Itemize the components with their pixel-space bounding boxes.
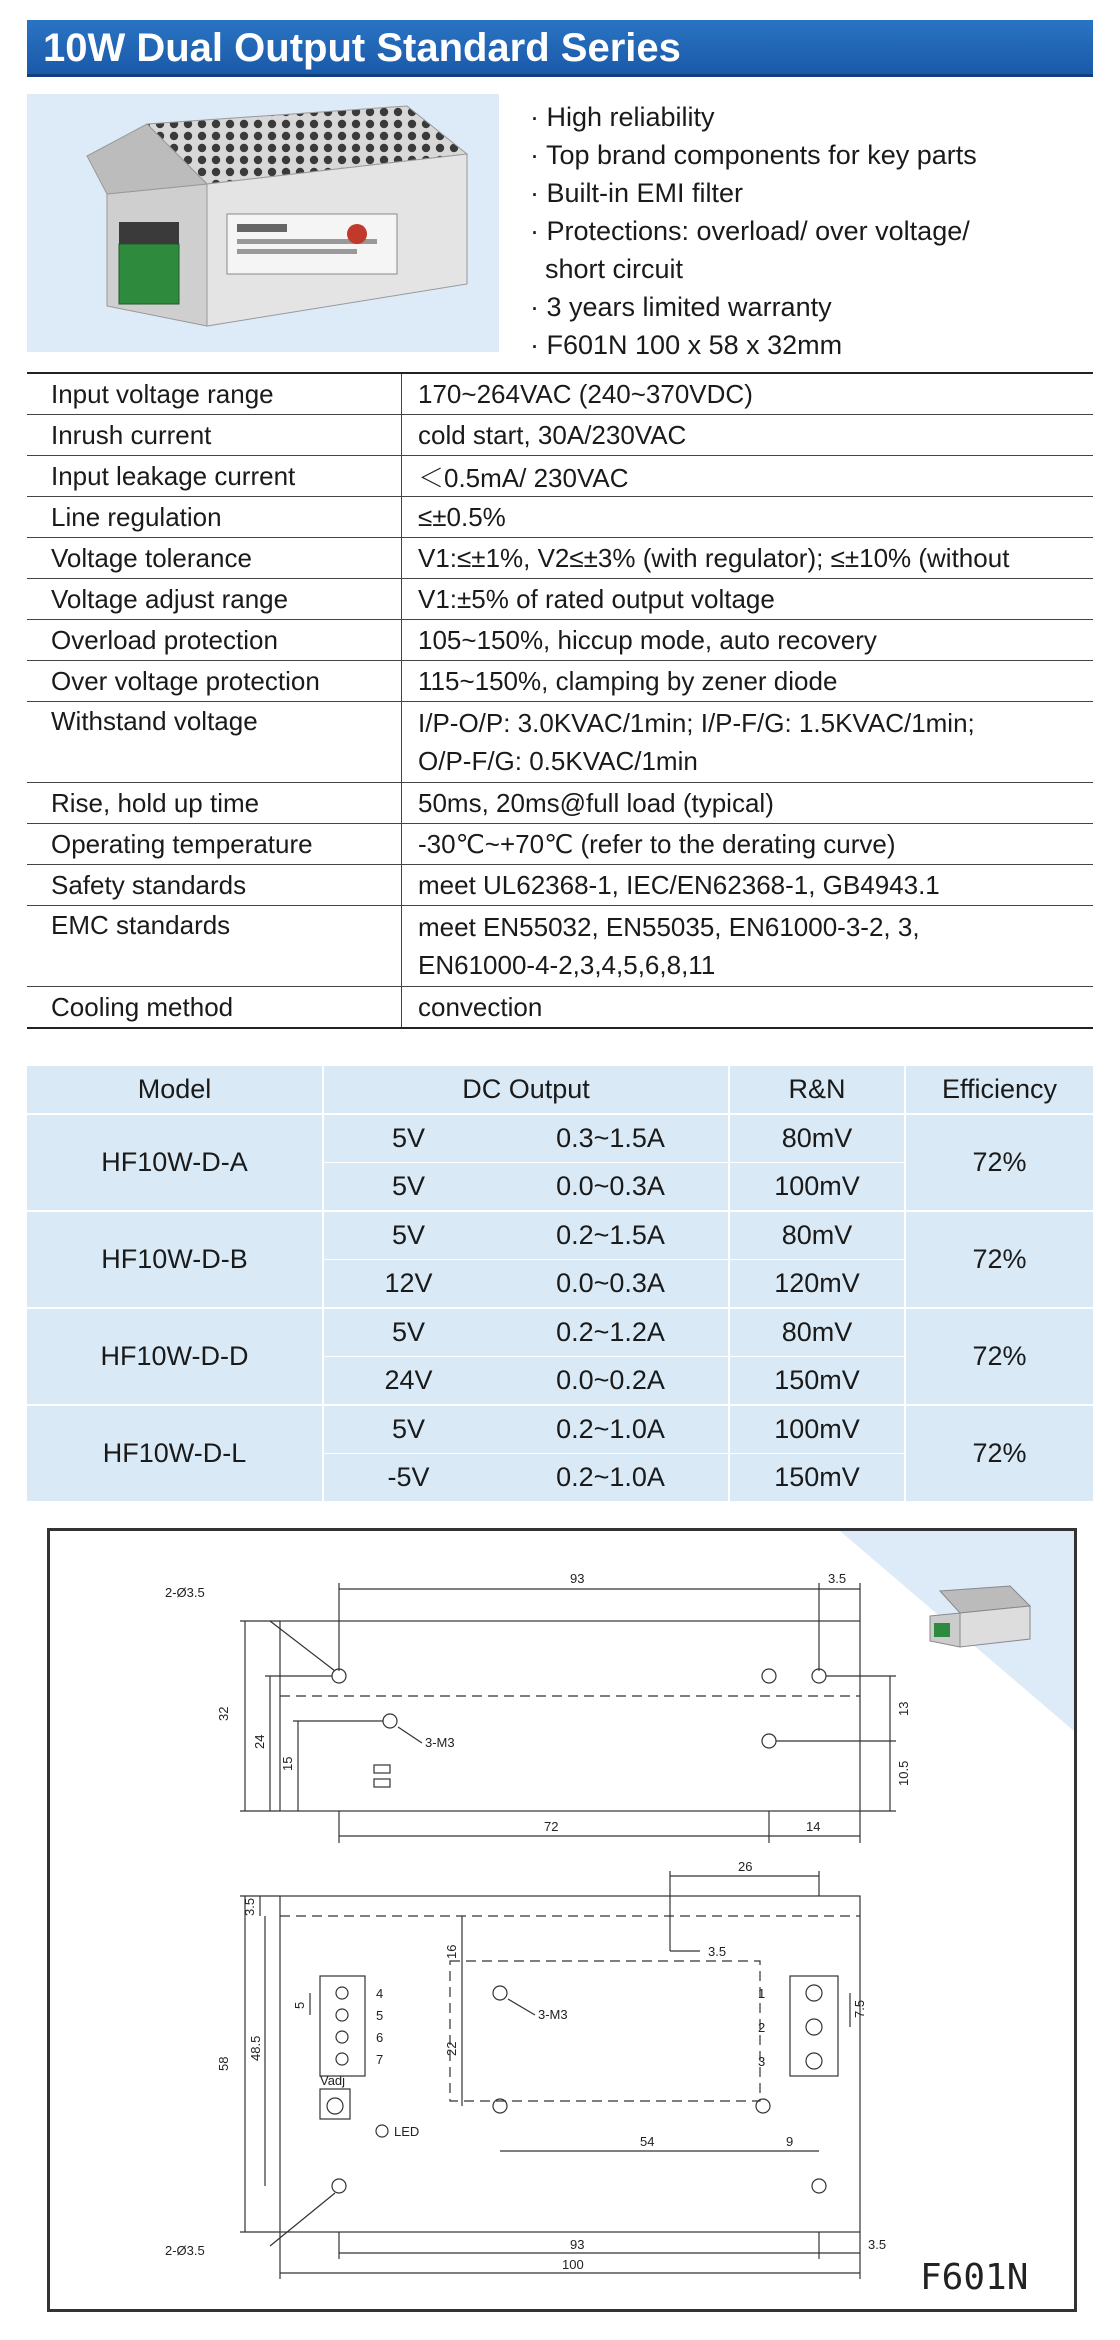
dim-label: 58: [216, 2056, 231, 2071]
spec-value: [402, 906, 1094, 987]
table-row: [27, 865, 1093, 906]
dim-label: 7.5: [852, 1999, 867, 2018]
dim-label: 10.5: [896, 1760, 911, 1786]
spec-label: Safety standards: [27, 865, 402, 906]
spec-label: Line regulation: [27, 497, 402, 538]
table-row: [27, 661, 1093, 702]
feature-item: short circuit: [530, 254, 684, 284]
dim-label: 100: [562, 2257, 584, 2272]
feature-list: [530, 98, 1090, 364]
output-voltage: 5V: [323, 1163, 493, 1212]
dimension-drawing: [50, 1531, 1074, 2309]
model-name: HF10W-D-D: [27, 1308, 323, 1405]
spec-label: Voltage tolerance: [27, 538, 402, 579]
product-photo: [27, 94, 499, 352]
page-title: 10W Dual Output Standard Series: [43, 26, 681, 70]
spec-value: -30℃~+70℃ (refer to the derating curve): [418, 828, 896, 859]
spec-value-line: EN61000-4-2,3,4,5,6,8,11: [418, 950, 716, 980]
dim-label: 13: [896, 1701, 911, 1716]
table-row: [27, 538, 1093, 579]
corner-product-icon: [930, 1586, 1030, 1647]
title-bar: [27, 20, 1093, 77]
spec-value-line: I/P-O/P: 3.0KVAC/1min; I/P-F/G: 1.5KVAC/1min;: [418, 708, 975, 738]
spec-label: Input leakage current: [27, 456, 402, 497]
ripple-noise: 100mV: [729, 1405, 905, 1454]
dim-label: 14: [806, 1819, 821, 1834]
dim-label: 9: [786, 2134, 794, 2149]
output-voltage: 5V: [323, 1211, 493, 1260]
spec-value-line: O/P-F/G: 0.5KVAC/1min: [418, 746, 698, 776]
efficiency: 72%: [905, 1211, 1093, 1308]
ripple-noise: 80mV: [729, 1308, 905, 1357]
output-voltage: 5V: [323, 1114, 493, 1163]
pin-label: 7: [376, 2052, 384, 2067]
feature-item: · Top brand components for key parts: [530, 140, 977, 170]
spec-label: Operating temperature: [27, 824, 402, 865]
efficiency: 72%: [905, 1405, 1093, 1501]
dim-label: 93: [570, 1571, 585, 1586]
mechanical-drawing: [47, 1528, 1077, 2312]
dim-label: 5: [292, 2001, 307, 2009]
spec-value: 105~150%, hiccup mode, auto recovery: [418, 624, 877, 655]
pin-label: 3: [758, 2054, 766, 2069]
vadj-label: Vadj: [320, 2073, 346, 2088]
output-current: 0.0~0.3A: [493, 1163, 729, 1212]
output-voltage: -5V: [387, 1462, 430, 1492]
dim-label: 3.5: [868, 2237, 887, 2252]
ripple-noise: 120mV: [729, 1260, 905, 1309]
table-row: [27, 497, 1093, 538]
output-voltage: 24V: [323, 1357, 493, 1406]
dim-label: 3.5: [708, 1944, 727, 1959]
spec-value: meet UL62368-1, IEC/EN62368-1, GB4943.1: [418, 869, 940, 900]
table-row: [27, 783, 1093, 824]
spec-value: V1:≤±1%, V2≤±3% (with regulator); ≤±10% (without: [418, 542, 1010, 573]
dim-label: 3-M3: [538, 2007, 568, 2022]
pin-label: 5: [376, 2008, 384, 2023]
pin-label: 2: [758, 2020, 766, 2035]
table-row: [27, 987, 1093, 1029]
dim-label: 2-Ø3.5: [165, 2243, 205, 2258]
dim-label: 15: [280, 1756, 295, 1771]
spec-table: [27, 372, 1093, 1029]
spec-value: V1:±5% of rated output voltage: [418, 583, 775, 614]
output-current: 0.2~1.0A: [556, 1462, 665, 1492]
column-header-efficiency: Efficiency: [905, 1066, 1093, 1114]
spec-value: 50ms, 20ms@full load (typical): [418, 787, 774, 818]
output-current: 0.2~1.5A: [493, 1211, 729, 1260]
dim-label: 2-Ø3.5: [165, 1585, 205, 1600]
dim-label: 22: [444, 2041, 459, 2056]
dim-label: 24: [252, 1734, 267, 1749]
dim-label: 3-M3: [425, 1735, 455, 1750]
power-supply-image: [27, 94, 499, 352]
output-current: 0.2~1.0A: [493, 1405, 729, 1454]
efficiency: 72%: [905, 1308, 1093, 1405]
spec-label: Voltage adjust range: [27, 579, 402, 620]
table-row: [27, 702, 1093, 783]
feature-item: · 3 years limited warranty: [530, 292, 832, 322]
model-table: [27, 1066, 1093, 1501]
table-row: [27, 1211, 1093, 1260]
table-row: [27, 906, 1093, 987]
dim-label: 72: [544, 1819, 559, 1834]
ripple-noise: 150mV: [729, 1454, 905, 1502]
output-voltage: 5V: [323, 1405, 493, 1454]
table-row: [27, 1308, 1093, 1357]
output-current: 0.3~1.5A: [493, 1114, 729, 1163]
pin-label: 4: [376, 1986, 384, 2001]
model-name: HF10W-D-L: [27, 1405, 323, 1501]
output-current: 0.0~0.3A: [493, 1260, 729, 1309]
dim-label: 3.5: [828, 1571, 847, 1586]
output-voltage: 12V: [323, 1260, 493, 1309]
table-row: [27, 824, 1093, 865]
feature-item: · Built-in EMI filter: [530, 178, 744, 208]
ripple-noise: 100mV: [729, 1163, 905, 1212]
spec-label: Withstand voltage: [27, 702, 402, 783]
spec-value: ＜0.5mA/ 230VAC: [418, 462, 629, 493]
spec-value: convection: [418, 991, 543, 1022]
spec-label: Rise, hold up time: [27, 783, 402, 824]
led-label: LED: [394, 2124, 420, 2139]
column-header-rn: R&N: [729, 1066, 905, 1114]
dim-label: 93: [570, 2237, 585, 2252]
spec-label: Input voltage range: [27, 373, 402, 415]
spec-label: Over voltage protection: [27, 661, 402, 702]
spec-value: 115~150%, clamping by zener diode: [418, 665, 838, 696]
table-row: [27, 1114, 1093, 1163]
spec-label: Inrush current: [27, 415, 402, 456]
table-row: [27, 415, 1093, 456]
spec-label: Overload protection: [27, 620, 402, 661]
pin-label: 6: [376, 2030, 384, 2045]
ripple-noise: 80mV: [729, 1211, 905, 1260]
table-row: [27, 456, 1093, 497]
dim-label: 3.5: [242, 1897, 257, 1916]
model-name: HF10W-D-A: [27, 1114, 323, 1211]
spec-label: Cooling method: [27, 987, 402, 1029]
dim-label: 16: [444, 1944, 459, 1959]
spec-value-line: meet EN55032, EN55035, EN61000-3-2, 3,: [418, 912, 920, 942]
spec-value: cold start, 30A/230VAC: [418, 419, 687, 450]
table-row: [27, 620, 1093, 661]
ripple-noise: 80mV: [729, 1114, 905, 1163]
column-header-model: Model: [27, 1066, 323, 1114]
case-code: F601N: [920, 2257, 1029, 2298]
output-current: 0.2~1.2A: [493, 1308, 729, 1357]
model-name: HF10W-D-B: [27, 1211, 323, 1308]
table-row: [27, 1405, 1093, 1454]
efficiency: 72%: [905, 1114, 1093, 1211]
dim-label: 26: [738, 1859, 753, 1874]
ripple-noise: 150mV: [729, 1357, 905, 1406]
spec-value: [402, 702, 1094, 783]
output-current: 0.0~0.2A: [493, 1357, 729, 1406]
table-row: [27, 579, 1093, 620]
spec-value: 170~264VAC (240~370VDC): [418, 378, 753, 409]
spec-label: EMC standards: [27, 906, 402, 987]
column-header-dc-output: DC Output: [323, 1066, 729, 1114]
table-row: [27, 373, 1093, 415]
dim-label: 54: [640, 2134, 655, 2149]
feature-item: · Protections: overload/ over voltage/: [530, 216, 970, 246]
output-voltage: 5V: [323, 1308, 493, 1357]
pin-label: 1: [758, 1986, 766, 2001]
dim-label: 32: [216, 1706, 231, 1721]
table-header-row: [27, 1066, 1093, 1114]
feature-item: · High reliability: [530, 102, 715, 132]
feature-item: · F601N 100 x 58 x 32mm: [530, 330, 843, 360]
spec-value: ≤±0.5%: [418, 501, 506, 532]
dim-label: 48.5: [248, 2035, 263, 2061]
